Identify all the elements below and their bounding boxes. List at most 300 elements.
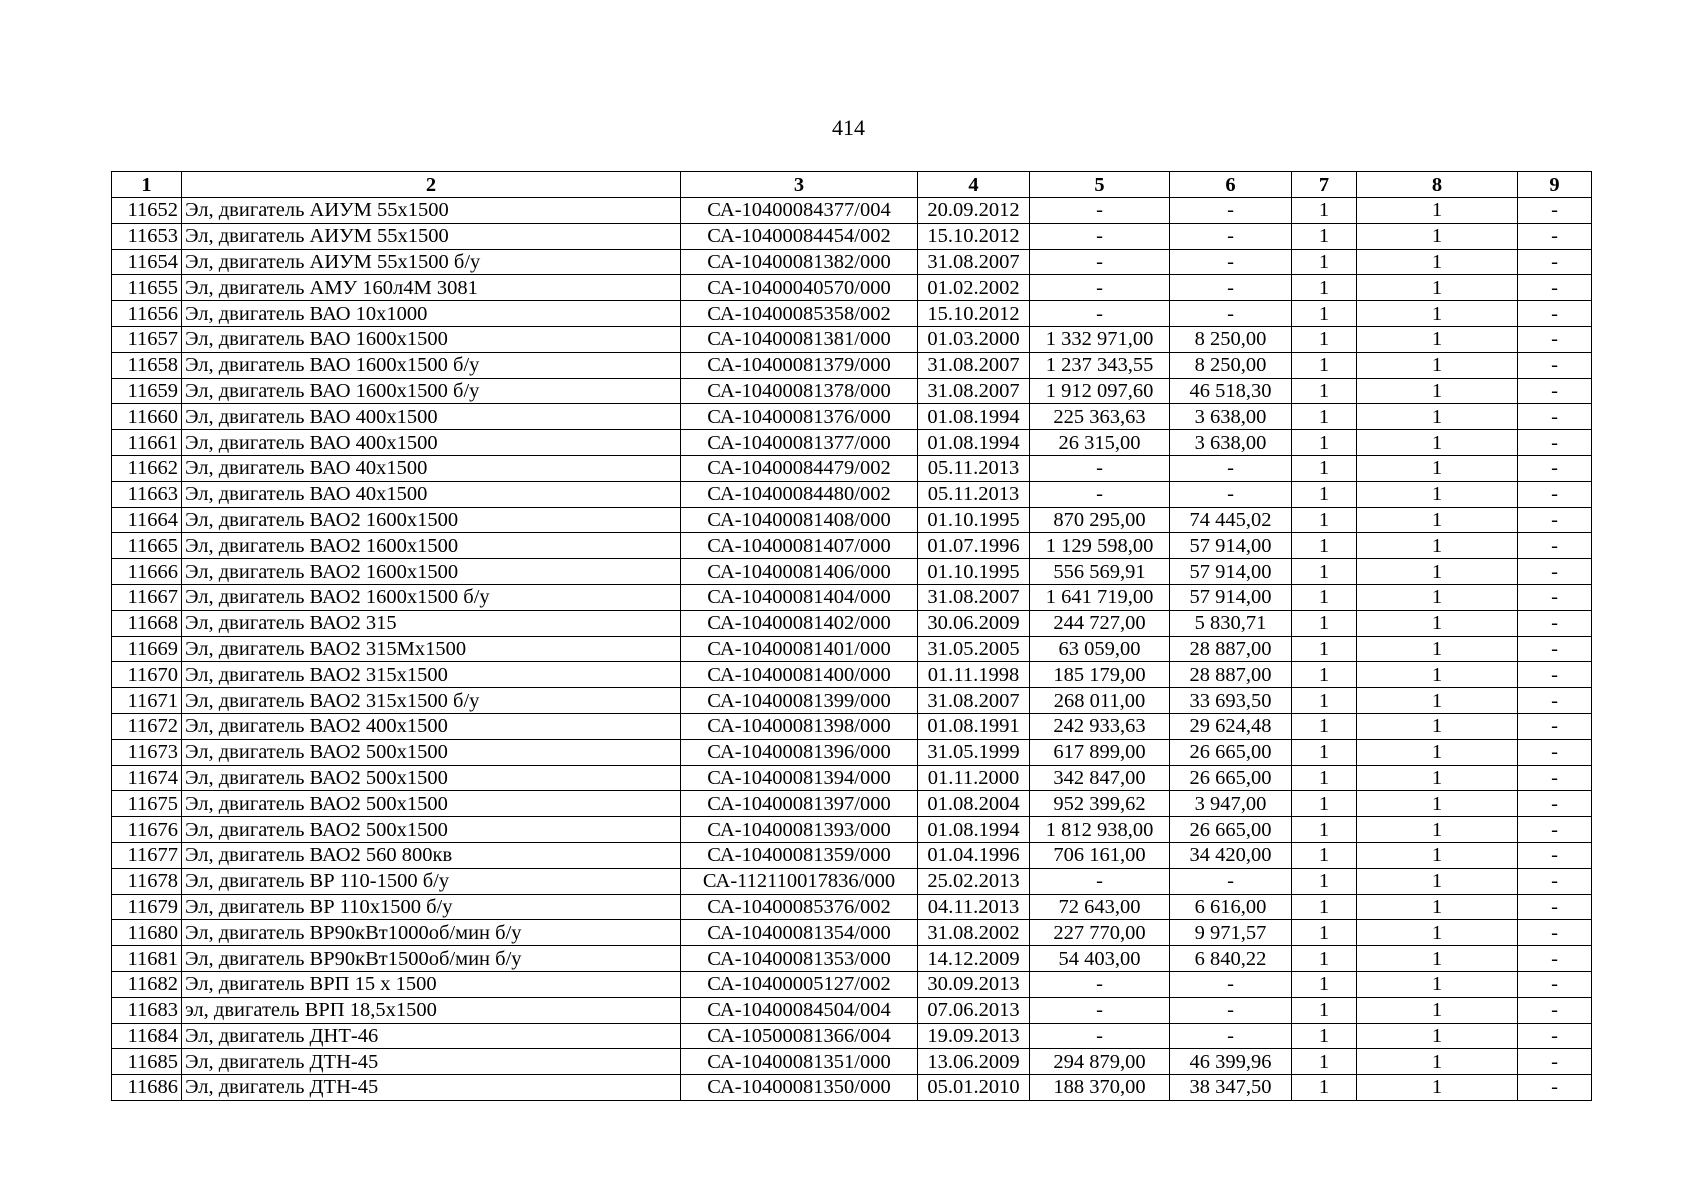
cell-quantity: 1 — [1292, 198, 1357, 224]
table-row — [112, 946, 1592, 972]
cell-initial-cost: - — [1030, 198, 1170, 224]
cell-note: - — [1518, 817, 1592, 843]
cell-quantity: 1 — [1292, 584, 1357, 610]
table-row — [112, 481, 1592, 507]
cell-initial-cost: 556 569,91 — [1030, 559, 1170, 585]
table-row — [112, 997, 1592, 1023]
cell-count: 1 — [1357, 765, 1518, 791]
cell-item-name: Эл, двигатель ВАО2 500х1500 — [182, 765, 681, 791]
cell-inventory-code: СА-10400084454/002 — [681, 223, 918, 249]
header-row — [112, 172, 1592, 198]
cell-row-number: 11675 — [112, 791, 182, 817]
cell-note: - — [1518, 430, 1592, 456]
cell-quantity: 1 — [1292, 688, 1357, 714]
header-cell-5: 5 — [1030, 172, 1170, 198]
cell-inventory-code: СА-10400085358/002 — [681, 301, 918, 327]
table-row — [112, 455, 1592, 481]
cell-residual-cost: 74 445,02 — [1170, 507, 1292, 533]
cell-item-name: эл, двигатель ВРП 18,5х1500 — [182, 997, 681, 1023]
cell-initial-cost: - — [1030, 971, 1170, 997]
table-row — [112, 275, 1592, 301]
cell-inventory-code: СА-10400081401/000 — [681, 636, 918, 662]
cell-row-number: 11652 — [112, 198, 182, 224]
cell-inventory-code: СА-10400081378/000 — [681, 378, 918, 404]
cell-row-number: 11680 — [112, 920, 182, 946]
table-row — [112, 1023, 1592, 1049]
cell-count: 1 — [1357, 920, 1518, 946]
cell-note: - — [1518, 791, 1592, 817]
cell-date: 31.05.2005 — [918, 636, 1030, 662]
cell-inventory-code: СА-10400081397/000 — [681, 791, 918, 817]
cell-date: 01.11.2000 — [918, 765, 1030, 791]
cell-residual-cost: - — [1170, 481, 1292, 507]
table-row — [112, 739, 1592, 765]
cell-initial-cost: 617 899,00 — [1030, 739, 1170, 765]
cell-inventory-code: СА-112110017836/000 — [681, 868, 918, 894]
cell-note: - — [1518, 894, 1592, 920]
cell-item-name: Эл, двигатель ВАО 40х1500 — [182, 455, 681, 481]
cell-residual-cost: 28 887,00 — [1170, 636, 1292, 662]
cell-row-number: 11667 — [112, 584, 182, 610]
cell-item-name: Эл, двигатель ВАО2 315х1500 б/у — [182, 688, 681, 714]
cell-item-name: Эл, двигатель ВАО 1600х1500 б/у — [182, 378, 681, 404]
cell-inventory-code: СА-10500081366/004 — [681, 1023, 918, 1049]
cell-count: 1 — [1357, 430, 1518, 456]
table-row — [112, 223, 1592, 249]
cell-quantity: 1 — [1292, 430, 1357, 456]
cell-count: 1 — [1357, 1023, 1518, 1049]
cell-residual-cost: 26 665,00 — [1170, 765, 1292, 791]
cell-date: 31.08.2007 — [918, 249, 1030, 275]
cell-row-number: 11664 — [112, 507, 182, 533]
cell-inventory-code: СА-10400081353/000 — [681, 946, 918, 972]
table-body — [112, 198, 1592, 1101]
cell-count: 1 — [1357, 791, 1518, 817]
header-cell-8: 8 — [1357, 172, 1518, 198]
table-row — [112, 1075, 1592, 1101]
cell-quantity: 1 — [1292, 791, 1357, 817]
cell-date: 01.08.1994 — [918, 817, 1030, 843]
cell-row-number: 11674 — [112, 765, 182, 791]
table-row — [112, 559, 1592, 585]
table-row — [112, 636, 1592, 662]
cell-count: 1 — [1357, 894, 1518, 920]
cell-initial-cost: 268 011,00 — [1030, 688, 1170, 714]
cell-initial-cost: - — [1030, 1023, 1170, 1049]
cell-residual-cost: 3 638,00 — [1170, 430, 1292, 456]
table-row — [112, 868, 1592, 894]
cell-row-number: 11659 — [112, 378, 182, 404]
cell-date: 31.08.2007 — [918, 584, 1030, 610]
cell-date: 01.08.1991 — [918, 713, 1030, 739]
cell-count: 1 — [1357, 971, 1518, 997]
cell-quantity: 1 — [1292, 1075, 1357, 1101]
cell-note: - — [1518, 1023, 1592, 1049]
cell-date: 30.06.2009 — [918, 610, 1030, 636]
cell-count: 1 — [1357, 739, 1518, 765]
cell-quantity: 1 — [1292, 507, 1357, 533]
cell-inventory-code: СА-10400081404/000 — [681, 584, 918, 610]
cell-note: - — [1518, 662, 1592, 688]
cell-row-number: 11655 — [112, 275, 182, 301]
cell-count: 1 — [1357, 1075, 1518, 1101]
cell-initial-cost: - — [1030, 249, 1170, 275]
cell-note: - — [1518, 584, 1592, 610]
cell-item-name: Эл, двигатель ВАО 10х1000 — [182, 301, 681, 327]
cell-count: 1 — [1357, 842, 1518, 868]
cell-row-number: 11686 — [112, 1075, 182, 1101]
cell-item-name: Эл, двигатель ВАО 400х1500 — [182, 404, 681, 430]
header-cell-7: 7 — [1292, 172, 1357, 198]
cell-row-number: 11670 — [112, 662, 182, 688]
cell-date: 05.11.2013 — [918, 481, 1030, 507]
cell-row-number: 11653 — [112, 223, 182, 249]
cell-item-name: Эл, двигатель ВР 110-1500 б/у — [182, 868, 681, 894]
cell-note: - — [1518, 1075, 1592, 1101]
cell-note: - — [1518, 713, 1592, 739]
cell-note: - — [1518, 688, 1592, 714]
cell-inventory-code: СА-10400081396/000 — [681, 739, 918, 765]
cell-initial-cost: - — [1030, 997, 1170, 1023]
cell-residual-cost: 28 887,00 — [1170, 662, 1292, 688]
header-cell-9: 9 — [1518, 172, 1592, 198]
cell-initial-cost: 1 641 719,00 — [1030, 584, 1170, 610]
cell-initial-cost: - — [1030, 868, 1170, 894]
cell-initial-cost: 1 129 598,00 — [1030, 533, 1170, 559]
cell-residual-cost: 46 518,30 — [1170, 378, 1292, 404]
table-row — [112, 326, 1592, 352]
cell-note: - — [1518, 920, 1592, 946]
cell-note: - — [1518, 636, 1592, 662]
cell-date: 15.10.2012 — [918, 301, 1030, 327]
cell-count: 1 — [1357, 301, 1518, 327]
cell-note: - — [1518, 455, 1592, 481]
cell-initial-cost: 706 161,00 — [1030, 842, 1170, 868]
header-cell-2: 2 — [182, 172, 681, 198]
cell-row-number: 11679 — [112, 894, 182, 920]
cell-note: - — [1518, 378, 1592, 404]
cell-inventory-code: СА-10400081400/000 — [681, 662, 918, 688]
cell-initial-cost: 26 315,00 — [1030, 430, 1170, 456]
cell-quantity: 1 — [1292, 765, 1357, 791]
cell-date: 07.06.2013 — [918, 997, 1030, 1023]
cell-residual-cost: 46 399,96 — [1170, 1049, 1292, 1075]
cell-item-name: Эл, двигатель ВАО 1600х1500 — [182, 326, 681, 352]
cell-quantity: 1 — [1292, 817, 1357, 843]
cell-residual-cost: - — [1170, 223, 1292, 249]
header-cell-4: 4 — [918, 172, 1030, 198]
cell-note: - — [1518, 842, 1592, 868]
cell-row-number: 11662 — [112, 455, 182, 481]
cell-initial-cost: 63 059,00 — [1030, 636, 1170, 662]
cell-note: - — [1518, 223, 1592, 249]
cell-residual-cost: 57 914,00 — [1170, 533, 1292, 559]
table-row — [112, 352, 1592, 378]
cell-item-name: Эл, двигатель ВАО2 1600х1500 — [182, 559, 681, 585]
cell-note: - — [1518, 301, 1592, 327]
cell-count: 1 — [1357, 1049, 1518, 1075]
cell-inventory-code: СА-10400081407/000 — [681, 533, 918, 559]
cell-item-name: Эл, двигатель ВАО2 315 — [182, 610, 681, 636]
cell-row-number: 11660 — [112, 404, 182, 430]
cell-inventory-code: СА-10400084377/004 — [681, 198, 918, 224]
table-row — [112, 894, 1592, 920]
cell-count: 1 — [1357, 249, 1518, 275]
cell-initial-cost: 952 399,62 — [1030, 791, 1170, 817]
cell-inventory-code: СА-10400081406/000 — [681, 559, 918, 585]
cell-inventory-code: СА-10400081350/000 — [681, 1075, 918, 1101]
cell-item-name: Эл, двигатель ВАО2 500х1500 — [182, 739, 681, 765]
cell-initial-cost: 1 237 343,55 — [1030, 352, 1170, 378]
cell-quantity: 1 — [1292, 946, 1357, 972]
cell-inventory-code: СА-10400081399/000 — [681, 688, 918, 714]
cell-inventory-code: СА-10400081402/000 — [681, 610, 918, 636]
cell-date: 30.09.2013 — [918, 971, 1030, 997]
cell-note: - — [1518, 1049, 1592, 1075]
cell-item-name: Эл, двигатель ВАО 400х1500 — [182, 430, 681, 456]
cell-count: 1 — [1357, 404, 1518, 430]
cell-date: 01.04.1996 — [918, 842, 1030, 868]
cell-initial-cost: 185 179,00 — [1030, 662, 1170, 688]
cell-quantity: 1 — [1292, 713, 1357, 739]
table-row — [112, 301, 1592, 327]
cell-residual-cost: - — [1170, 301, 1292, 327]
cell-note: - — [1518, 404, 1592, 430]
cell-inventory-code: СА-10400081351/000 — [681, 1049, 918, 1075]
cell-row-number: 11661 — [112, 430, 182, 456]
cell-row-number: 11683 — [112, 997, 182, 1023]
cell-item-name: Эл, двигатель ДНТ-46 — [182, 1023, 681, 1049]
cell-row-number: 11654 — [112, 249, 182, 275]
cell-residual-cost: 9 971,57 — [1170, 920, 1292, 946]
cell-row-number: 11682 — [112, 971, 182, 997]
cell-count: 1 — [1357, 610, 1518, 636]
cell-date: 13.06.2009 — [918, 1049, 1030, 1075]
inventory-table — [111, 171, 1592, 1101]
table-row — [112, 791, 1592, 817]
cell-count: 1 — [1357, 533, 1518, 559]
header-cell-3: 3 — [681, 172, 918, 198]
cell-residual-cost: 5 830,71 — [1170, 610, 1292, 636]
cell-quantity: 1 — [1292, 352, 1357, 378]
table-row — [112, 404, 1592, 430]
cell-count: 1 — [1357, 455, 1518, 481]
cell-residual-cost: - — [1170, 997, 1292, 1023]
table-row — [112, 584, 1592, 610]
cell-quantity: 1 — [1292, 378, 1357, 404]
table-row — [112, 249, 1592, 275]
cell-count: 1 — [1357, 946, 1518, 972]
cell-count: 1 — [1357, 378, 1518, 404]
cell-residual-cost: 57 914,00 — [1170, 559, 1292, 585]
cell-count: 1 — [1357, 817, 1518, 843]
table-row — [112, 507, 1592, 533]
cell-quantity: 1 — [1292, 326, 1357, 352]
table-row — [112, 842, 1592, 868]
cell-item-name: Эл, двигатель ДТН-45 — [182, 1075, 681, 1101]
cell-initial-cost: 342 847,00 — [1030, 765, 1170, 791]
cell-residual-cost: 33 693,50 — [1170, 688, 1292, 714]
cell-initial-cost: 188 370,00 — [1030, 1075, 1170, 1101]
cell-date: 01.08.1994 — [918, 404, 1030, 430]
cell-row-number: 11677 — [112, 842, 182, 868]
cell-initial-cost: 1 912 097,60 — [1030, 378, 1170, 404]
cell-date: 31.08.2002 — [918, 920, 1030, 946]
table-row — [112, 688, 1592, 714]
cell-date: 01.02.2002 — [918, 275, 1030, 301]
cell-residual-cost: 6 840,22 — [1170, 946, 1292, 972]
cell-note: - — [1518, 326, 1592, 352]
cell-note: - — [1518, 481, 1592, 507]
cell-inventory-code: СА-10400081398/000 — [681, 713, 918, 739]
cell-residual-cost: 29 624,48 — [1170, 713, 1292, 739]
cell-count: 1 — [1357, 326, 1518, 352]
cell-item-name: Эл, двигатель ВАО 40х1500 — [182, 481, 681, 507]
cell-date: 01.08.2004 — [918, 791, 1030, 817]
table-row — [112, 713, 1592, 739]
cell-initial-cost: - — [1030, 481, 1170, 507]
cell-initial-cost: 225 363,63 — [1030, 404, 1170, 430]
cell-item-name: Эл, двигатель ВАО2 1600х1500 б/у — [182, 584, 681, 610]
cell-note: - — [1518, 868, 1592, 894]
cell-note: - — [1518, 559, 1592, 585]
cell-residual-cost: - — [1170, 971, 1292, 997]
cell-quantity: 1 — [1292, 971, 1357, 997]
cell-quantity: 1 — [1292, 868, 1357, 894]
cell-initial-cost: 1 332 971,00 — [1030, 326, 1170, 352]
cell-quantity: 1 — [1292, 636, 1357, 662]
cell-count: 1 — [1357, 352, 1518, 378]
cell-initial-cost: 227 770,00 — [1030, 920, 1170, 946]
cell-residual-cost: - — [1170, 1023, 1292, 1049]
cell-row-number: 11681 — [112, 946, 182, 972]
cell-quantity: 1 — [1292, 842, 1357, 868]
cell-item-name: Эл, двигатель ДТН-45 — [182, 1049, 681, 1075]
cell-row-number: 11657 — [112, 326, 182, 352]
cell-item-name: Эл, двигатель ВАО2 315Мх1500 — [182, 636, 681, 662]
cell-count: 1 — [1357, 223, 1518, 249]
cell-date: 15.10.2012 — [918, 223, 1030, 249]
cell-count: 1 — [1357, 868, 1518, 894]
cell-initial-cost: 72 643,00 — [1030, 894, 1170, 920]
cell-date: 31.05.1999 — [918, 739, 1030, 765]
cell-residual-cost: 34 420,00 — [1170, 842, 1292, 868]
cell-initial-cost: - — [1030, 301, 1170, 327]
cell-item-name: Эл, двигатель ВРП 15 х 1500 — [182, 971, 681, 997]
table-row — [112, 971, 1592, 997]
cell-residual-cost: - — [1170, 455, 1292, 481]
cell-row-number: 11673 — [112, 739, 182, 765]
cell-initial-cost: - — [1030, 223, 1170, 249]
cell-row-number: 11685 — [112, 1049, 182, 1075]
cell-note: - — [1518, 739, 1592, 765]
cell-row-number: 11663 — [112, 481, 182, 507]
cell-quantity: 1 — [1292, 920, 1357, 946]
cell-initial-cost: 870 295,00 — [1030, 507, 1170, 533]
cell-row-number: 11676 — [112, 817, 182, 843]
cell-initial-cost: - — [1030, 455, 1170, 481]
cell-residual-cost: 3 947,00 — [1170, 791, 1292, 817]
cell-item-name: Эл, двигатель ВАО2 1600х1500 — [182, 533, 681, 559]
cell-initial-cost: 294 879,00 — [1030, 1049, 1170, 1075]
cell-row-number: 11684 — [112, 1023, 182, 1049]
cell-count: 1 — [1357, 507, 1518, 533]
cell-count: 1 — [1357, 662, 1518, 688]
cell-note: - — [1518, 610, 1592, 636]
cell-quantity: 1 — [1292, 559, 1357, 585]
cell-quantity: 1 — [1292, 223, 1357, 249]
cell-inventory-code: СА-10400085376/002 — [681, 894, 918, 920]
cell-quantity: 1 — [1292, 739, 1357, 765]
cell-quantity: 1 — [1292, 1023, 1357, 1049]
cell-date: 20.09.2012 — [918, 198, 1030, 224]
cell-quantity: 1 — [1292, 404, 1357, 430]
cell-date: 05.11.2013 — [918, 455, 1030, 481]
cell-date: 19.09.2013 — [918, 1023, 1030, 1049]
cell-date: 01.10.1995 — [918, 507, 1030, 533]
cell-inventory-code: СА-10400081382/000 — [681, 249, 918, 275]
cell-row-number: 11671 — [112, 688, 182, 714]
cell-quantity: 1 — [1292, 533, 1357, 559]
table-row — [112, 662, 1592, 688]
cell-initial-cost: 54 403,00 — [1030, 946, 1170, 972]
table-row — [112, 610, 1592, 636]
cell-count: 1 — [1357, 688, 1518, 714]
page-number: 414 — [832, 115, 865, 140]
cell-note: - — [1518, 275, 1592, 301]
cell-inventory-code: СА-10400084504/004 — [681, 997, 918, 1023]
cell-quantity: 1 — [1292, 610, 1357, 636]
cell-quantity: 1 — [1292, 481, 1357, 507]
cell-inventory-code: СА-10400084479/002 — [681, 455, 918, 481]
cell-residual-cost: 26 665,00 — [1170, 739, 1292, 765]
cell-date: 04.11.2013 — [918, 894, 1030, 920]
cell-inventory-code: СА-10400081377/000 — [681, 430, 918, 456]
cell-quantity: 1 — [1292, 894, 1357, 920]
cell-initial-cost: 244 727,00 — [1030, 610, 1170, 636]
cell-residual-cost: 57 914,00 — [1170, 584, 1292, 610]
table-row — [112, 198, 1592, 224]
cell-initial-cost: - — [1030, 275, 1170, 301]
header-cell-6: 6 — [1170, 172, 1292, 198]
header-cell-1: 1 — [112, 172, 182, 198]
cell-date: 31.08.2007 — [918, 352, 1030, 378]
cell-inventory-code: СА-10400081376/000 — [681, 404, 918, 430]
table-row — [112, 920, 1592, 946]
cell-count: 1 — [1357, 997, 1518, 1023]
cell-date: 01.11.1998 — [918, 662, 1030, 688]
cell-item-name: Эл, двигатель ВР90кВт1000об/мин б/у — [182, 920, 681, 946]
cell-count: 1 — [1357, 713, 1518, 739]
cell-row-number: 11672 — [112, 713, 182, 739]
cell-quantity: 1 — [1292, 455, 1357, 481]
cell-count: 1 — [1357, 198, 1518, 224]
cell-initial-cost: 1 812 938,00 — [1030, 817, 1170, 843]
cell-note: - — [1518, 765, 1592, 791]
cell-item-name: Эл, двигатель ВР90кВт1500об/мин б/у — [182, 946, 681, 972]
cell-note: - — [1518, 971, 1592, 997]
cell-date: 05.01.2010 — [918, 1075, 1030, 1101]
cell-date: 31.08.2007 — [918, 688, 1030, 714]
cell-item-name: Эл, двигатель ВАО2 500х1500 — [182, 791, 681, 817]
cell-quantity: 1 — [1292, 301, 1357, 327]
cell-row-number: 11656 — [112, 301, 182, 327]
table-row — [112, 765, 1592, 791]
cell-residual-cost: 8 250,00 — [1170, 326, 1292, 352]
table-row — [112, 378, 1592, 404]
cell-note: - — [1518, 352, 1592, 378]
cell-inventory-code: СА-10400081359/000 — [681, 842, 918, 868]
